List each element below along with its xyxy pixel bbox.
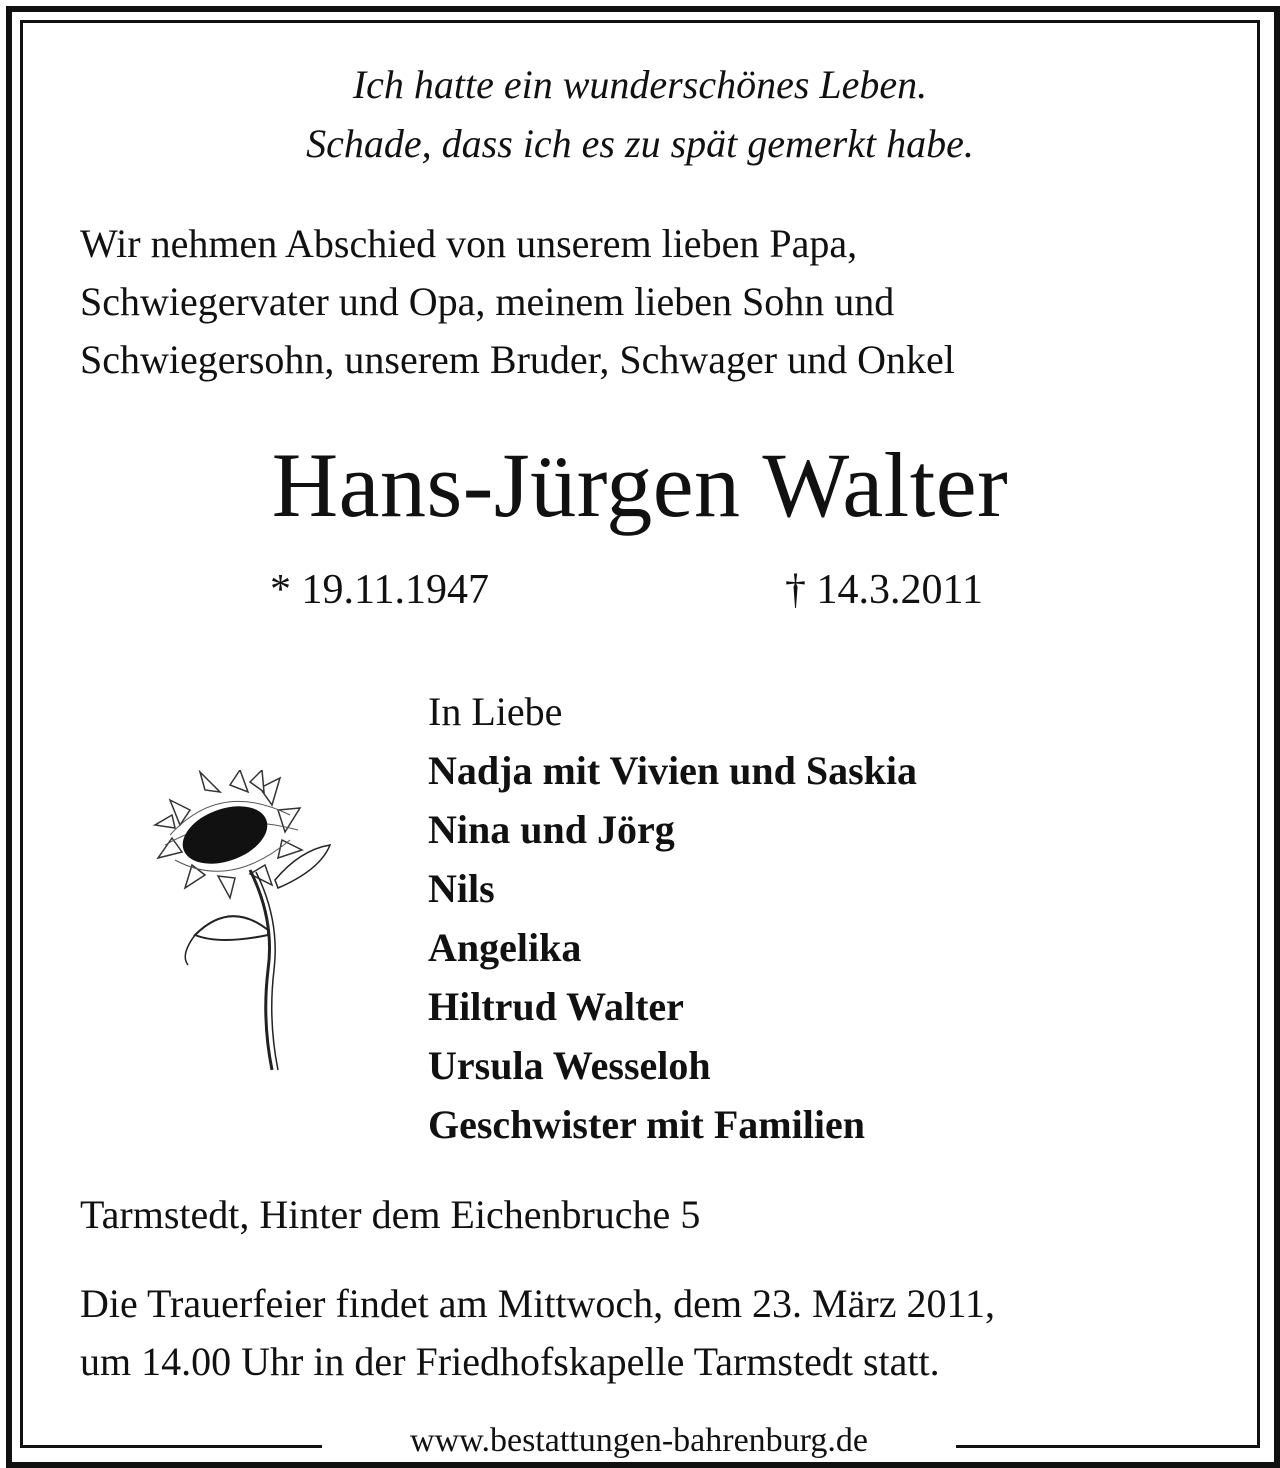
quote-line-2: Schade, dass ich es zu spät gemerkt habe. — [306, 121, 974, 166]
death-date: † 14.3.2011 — [785, 567, 983, 613]
mourner-name: Ursula Wesseloh — [428, 1043, 711, 1088]
mourner-name: Nadja mit Vivien und Saskia — [428, 748, 918, 793]
mourner-name: Angelika — [428, 925, 582, 970]
mourner-name: Hiltrud Walter — [428, 984, 684, 1029]
mourner-name: Nils — [428, 866, 495, 911]
footer-url-link[interactable]: www.bestattungen-bahrenburg.de — [410, 1422, 868, 1459]
mourner-name: Nina und Jörg — [428, 807, 675, 852]
mourners-list — [428, 682, 917, 1154]
quote-line-1: Ich hatte ein wunderschönes Leben. — [352, 62, 928, 107]
intro-line-3: Schwiegersohn, unserem Bruder, Schwager und Onkel — [80, 337, 955, 382]
ceremony-line-1: Die Trauerfeier findet am Mittwoch, dem 23. März 2011, — [80, 1281, 995, 1326]
mourners-lead: In Liebe — [428, 689, 563, 734]
deceased-name: Hans-Jürgen Walter — [271, 434, 1009, 536]
intro-line-1: Wir nehmen Abschied von unserem lieben Papa, — [80, 221, 858, 266]
sunflower-icon — [150, 770, 340, 1080]
intro-line-2: Schwiegervater und Opa, meinem lieben Sohn und — [80, 279, 895, 324]
intro-text — [80, 215, 1220, 389]
birth-date: * 19.11.1947 — [270, 567, 489, 613]
ceremony-info — [80, 1275, 995, 1391]
mourner-name: Geschwister mit Familien — [428, 1102, 865, 1147]
address: Tarmstedt, Hinter dem Eichenbruche 5 — [80, 1192, 701, 1237]
ceremony-line-2: um 14.00 Uhr in der Friedhofskapelle Tarmstedt statt. — [80, 1339, 940, 1384]
